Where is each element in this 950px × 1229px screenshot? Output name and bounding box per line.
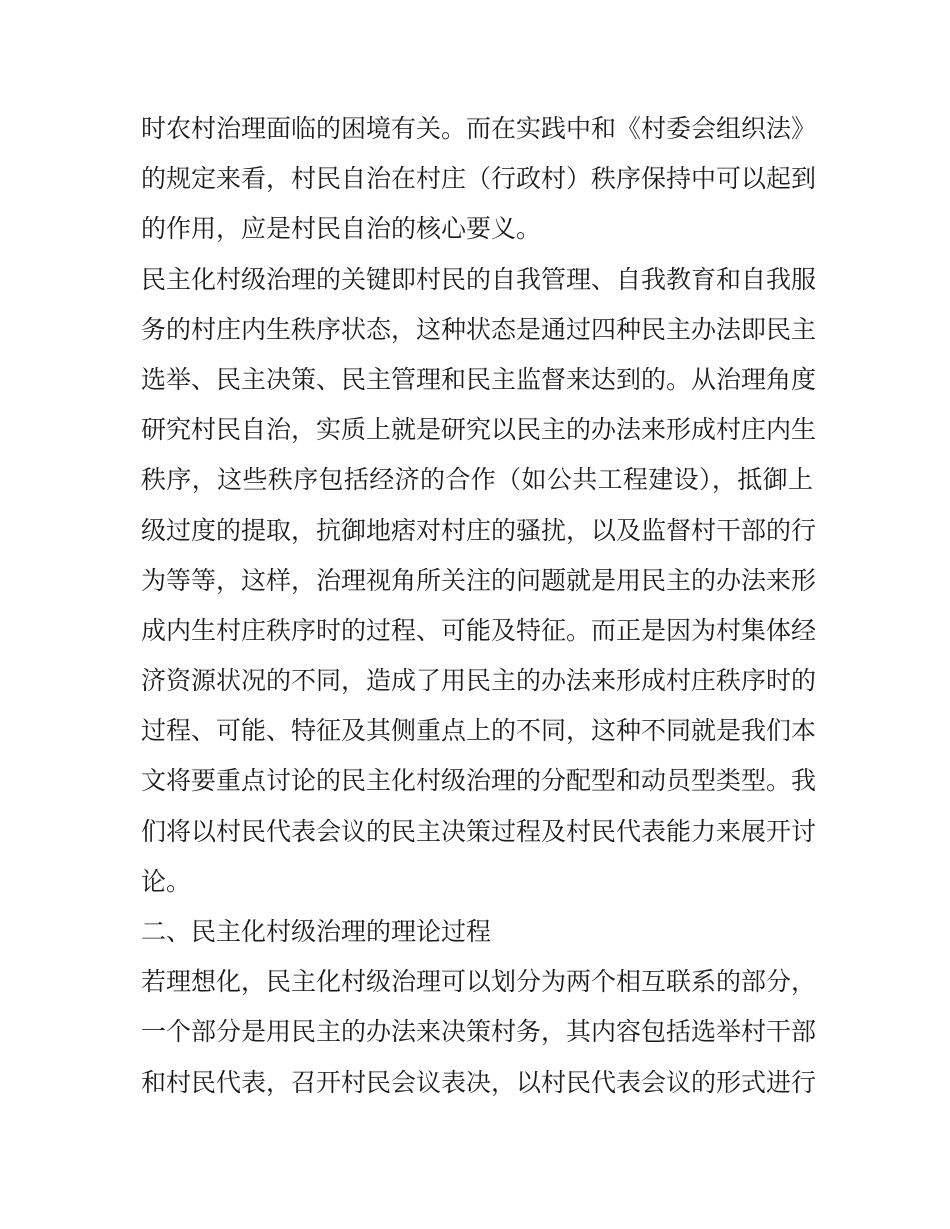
text-line: 们将以村民代表会议的民主决策过程及村民代表能力来展开讨 [141, 816, 817, 846]
text-line: 时农村治理面临的困境有关。而在实践中和《村委会组织法》 [141, 114, 817, 143]
text-line: 选举、民主决策、民主管理和民主监督来达到的。从治理角度 [141, 364, 817, 394]
text-line: 务的村庄内生秩序状态，这种状态是通过四种民主办法即民主 [141, 314, 817, 344]
text-line: 民主化村级治理的关键即村民的自我管理、自我教育和自我服 [141, 264, 817, 294]
text-line: 若理想化，民主化村级治理可以划分为两个相互联系的部分， [141, 967, 817, 997]
text-line: 一个部分是用民主的办法来决策村务，其内容包括选举村干部 [141, 1017, 817, 1047]
text-line: 的规定来看，村民自治在村庄（行政村）秩序保持中可以起到 [141, 164, 817, 194]
text-line: 级过度的提取，抗御地痞对村庄的骚扰，以及监督村干部的行 [141, 515, 817, 545]
text-line: 秩序，这些秩序包括经济的合作（如公共工程建设），抵御上 [141, 465, 813, 495]
text-line: 和村民代表，召开村民会议表决，以村民代表会议的形式进行 [141, 1067, 817, 1097]
text-line: 为等等，这样，治理视角所关注的问题就是用民主的办法来形 [141, 565, 817, 595]
text-line: 的作用，应是村民自治的核心要义。 [141, 214, 542, 244]
text-line: 研究村民自治，实质上就是研究以民主的办法来形成村庄内生 [141, 415, 817, 445]
text-line: 文将要重点讨论的民主化村级治理的分配型和动员型类型。我 [141, 766, 817, 796]
text-line: 济资源状况的不同，造成了用民主的办法来形成村庄秩序时的 [141, 666, 817, 696]
text-line: 成内生村庄秩序时的过程、可能及特征。而正是因为村集体经 [141, 615, 817, 645]
section-heading: 二、民主化村级治理的理论过程 [141, 917, 492, 946]
text-line: 过程、可能、特征及其侧重点上的不同，这种不同就是我们本 [141, 716, 817, 746]
document-page [141, 104, 817, 1108]
text-line: 论。 [141, 866, 192, 896]
